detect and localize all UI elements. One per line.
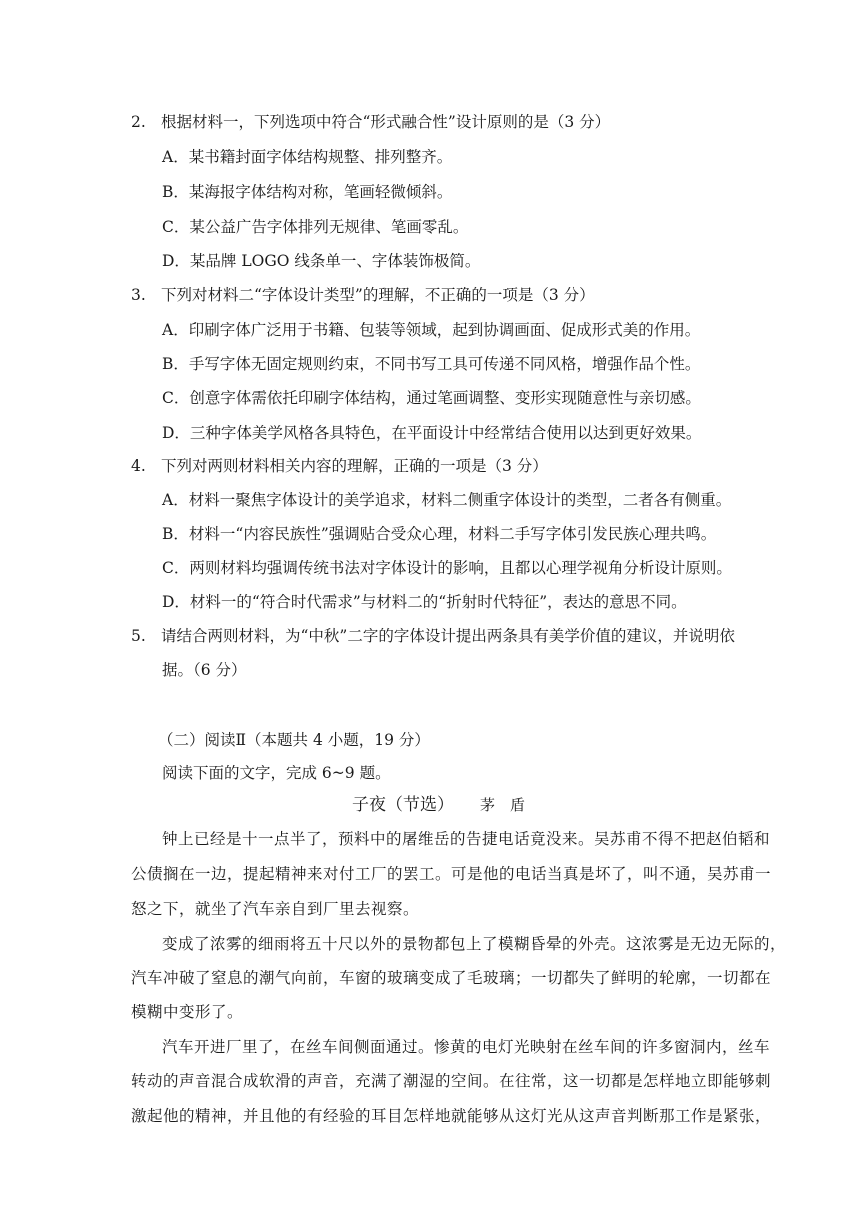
passage-line: 怒之下，就坐了汽车亲自到厂里去视察。 (131, 900, 420, 918)
author: 茅 盾 (480, 796, 526, 814)
passage-line: 钟上已经是十一点半了，预料中的屠维岳的告捷电话竟没来。吴苏甫不得不把赵伯韬和 (162, 830, 771, 848)
passage-line: 汽车开进厂里了，在丝车间侧面通过。惨黄的电灯光映射在丝车间的许多窗洞内，丝车 (162, 1038, 771, 1056)
question-number: 2. (131, 113, 146, 131)
passage-line: 公债搁在一边，提起精神来对付工厂的罢工。可是他的电话当真是坏了，叫不通，吴苏甫一 (131, 865, 772, 883)
option-a: A．材料一聚焦字体设计的美学追求，材料二侧重字体设计的类型，二者各有侧重。 (162, 491, 732, 509)
option-b: B．手写字体无固定规则约束，不同书写工具可传递不同风格，增强作品个性。 (162, 355, 701, 373)
question-number: 3. (131, 286, 146, 304)
question-stem: 下列对材料二“字体设计类型”的理解，不正确的一项是（3 分） (161, 286, 595, 304)
question-3 (131, 285, 595, 305)
question-5-continuation: 据。（6 分） (162, 661, 247, 679)
option-c: C．两则材料均强调传统书法对字体设计的影响，且都以心理学视角分析设计原则。 (162, 559, 732, 577)
title-text: 子夜（节选） (352, 795, 454, 815)
passage-line: 转动的声音混合成软滑的声音，充满了潮湿的空间。在往常，这一切都是怎样地立即能够刺 (131, 1072, 772, 1090)
question-2 (131, 112, 610, 132)
question-5 (131, 626, 735, 646)
question-stem: 下列对两则材料相关内容的理解，正确的一项是（3 分） (161, 457, 548, 475)
question-4 (131, 456, 548, 476)
option-d: D．某品牌 LOGO 线条单一、字体装饰极简。 (162, 252, 481, 270)
question-stem: 请结合两则材料，为“中秋”二字的字体设计提出两条具有美学价值的建议，并说明依 (161, 627, 735, 645)
passage-line: 激起他的精神，并且他的有经验的耳目怎样地就能够从这灯光从这声音判断那工作是紧张， (131, 1107, 772, 1125)
section-heading: （二）阅读Ⅱ（本题共 4 小题，19 分） (158, 731, 430, 749)
question-stem: 根据材料一，下列选项中符合“形式融合性”设计原则的是（3 分） (161, 113, 611, 131)
section-instruction: 阅读下面的文字，完成 6~9 题。 (162, 764, 391, 782)
option-c: C．某公益广告字体排列无规律、笔画零乱。 (162, 218, 469, 236)
option-b: B．材料一“内容民族性”强调贴合受众心理，材料二手写字体引发民族心理共鸣。 (162, 525, 717, 543)
question-number: 4. (131, 457, 146, 475)
option-d: D．材料一的“符合时代需求”与材料二的“折射时代特征”，表达的意思不同。 (162, 593, 687, 611)
passage-line: 变成了浓雾的细雨将五十尺以外的景物都包上了模糊昏晕的外壳。这浓雾是无边无际的， (162, 935, 787, 953)
option-b: B．某海报字体结构对称，笔画轻微倾斜。 (162, 183, 453, 201)
option-d: D．三种字体美学风格各具特色，在平面设计中经常结合使用以达到更好效果。 (162, 424, 702, 442)
passage-line: 汽车冲破了窒息的潮气向前，车窗的玻璃变成了毛玻璃；一切都失了鲜明的轮廓，一切都在 (131, 969, 772, 987)
option-c: C．创意字体需依托印刷字体结构，通过笔画调整、变形实现随意性与亲切感。 (162, 389, 701, 407)
question-number: 5. (131, 627, 146, 645)
option-a: A．印刷字体广泛用于书籍、包装等领域，起到协调画面、促成形式美的作用。 (162, 321, 701, 339)
option-a: A．某书籍封面字体结构规整、排列整齐。 (162, 148, 453, 166)
passage-title (352, 795, 525, 815)
passage-line: 模糊中变形了。 (131, 1003, 244, 1021)
